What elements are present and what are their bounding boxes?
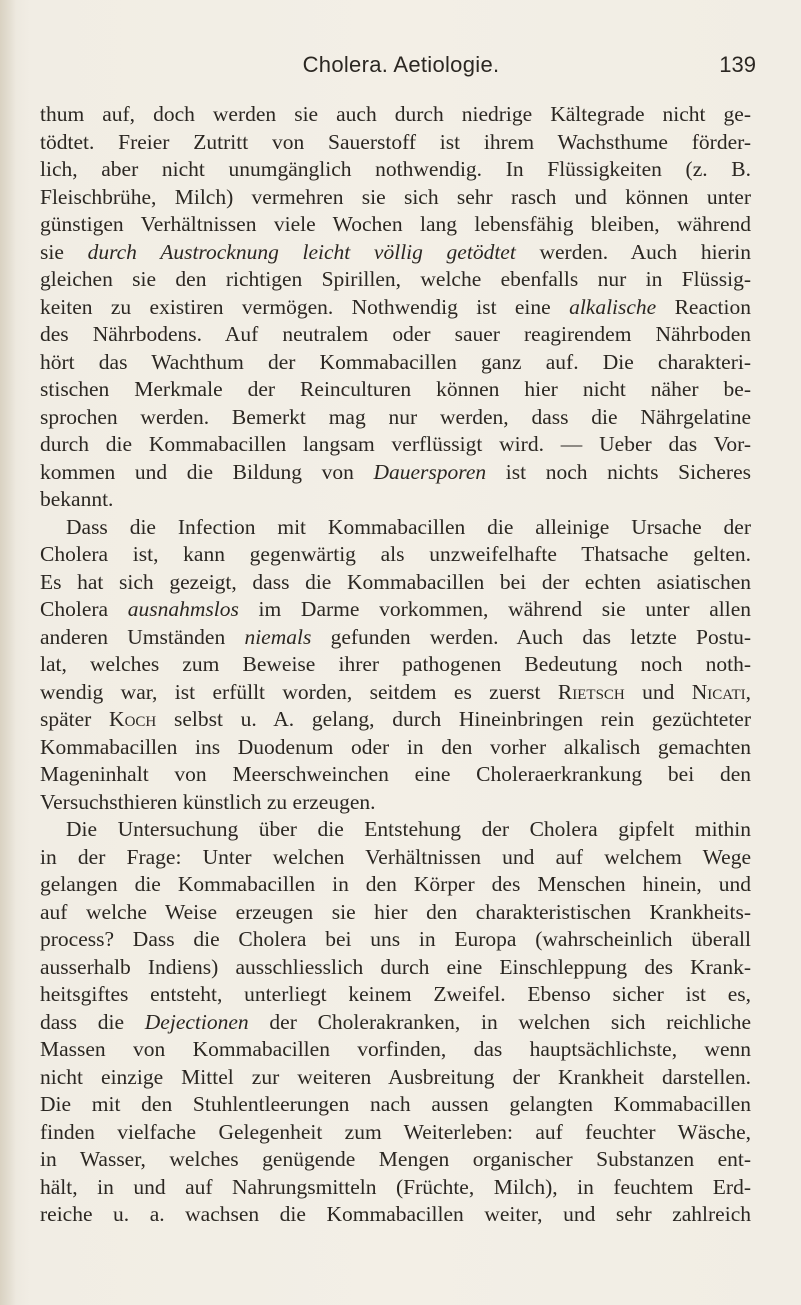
text-run: günstigen Verhältnissen viele Wochen lang lebensfähig bleiben, während bbox=[40, 212, 751, 236]
text-line bbox=[40, 981, 751, 1009]
text-run: Mageninhalt von Meerschweinchen eine Choleraerkrankung bei den bbox=[40, 762, 751, 786]
text-line bbox=[40, 1036, 751, 1064]
text-run: Fleischbrühe, Milch) vermehren sie sich sehr rasch und können unter bbox=[40, 184, 751, 209]
author-name: Koch bbox=[109, 707, 157, 731]
text-run: thum auf, doch werden sie auch durch niedrige Kältegrade nicht ge- bbox=[40, 102, 751, 126]
text-run: Versuchsthieren künstlich zu erzeugen. bbox=[40, 789, 376, 814]
emphasis-text: niemals bbox=[244, 624, 312, 649]
text-line bbox=[40, 514, 751, 542]
text-run: in der Frage: Unter welchen Verhältnissen und auf welchem Wege bbox=[40, 844, 751, 869]
text-line bbox=[40, 651, 751, 679]
text-line bbox=[40, 1201, 751, 1229]
text-line bbox=[40, 1119, 751, 1147]
text-line bbox=[40, 789, 751, 817]
text-line bbox=[40, 761, 751, 789]
text-run: später bbox=[40, 707, 110, 731]
text-run: sie bbox=[40, 239, 88, 264]
text-run: und bbox=[624, 679, 692, 704]
text-run: gelangen die Kommabacillen in den Körper des Menschen hinein, und bbox=[40, 872, 751, 896]
author-name: Rietsch bbox=[557, 679, 625, 704]
text-run: gefunden werden. Auch das letzte Postu- bbox=[311, 624, 751, 649]
text-line bbox=[40, 266, 751, 294]
text-line bbox=[40, 1174, 751, 1202]
text-line bbox=[40, 1009, 751, 1037]
text-run: dass die bbox=[40, 1009, 145, 1034]
text-run: Die Untersuchung über die Entstehung der Cholera gipfelt mithin bbox=[66, 817, 751, 841]
text-line bbox=[40, 899, 751, 927]
emphasis-text: Dauersporen bbox=[373, 459, 487, 484]
text-run: sprochen werden. Bemerkt mag nur werden, dass die Nährgelatine bbox=[40, 404, 751, 429]
text-run: hält, in und auf Nahrungsmitteln (Früchte, Milch), in feuchtem Erd- bbox=[40, 1174, 751, 1199]
text-line bbox=[40, 871, 751, 899]
emphasis-text: alkalische bbox=[569, 294, 657, 319]
emphasis-text: ausnahmslos bbox=[127, 597, 239, 621]
text-line bbox=[40, 734, 751, 762]
text-run: stischen Merkmale der Reinculturen können hier nicht näher be- bbox=[40, 377, 751, 401]
text-run: auf welche Weise erzeugen sie hier den charakteristischen Krankheits- bbox=[40, 899, 751, 924]
text-line bbox=[40, 156, 751, 184]
text-run: des Nährbodens. Auf neutralem oder sauer reagirendem Nährboden bbox=[40, 322, 751, 346]
text-line bbox=[40, 541, 751, 569]
text-line bbox=[40, 844, 751, 872]
text-run: Kommabacillen ins Duodenum oder in den vorher alkalisch gemachten bbox=[40, 734, 751, 759]
text-line bbox=[40, 294, 751, 322]
text-run: Cholera ist, kann gegenwärtig als unzweifelhafte Thatsache gelten. bbox=[40, 542, 751, 566]
text-line bbox=[40, 569, 751, 597]
text-run: lat, welches zum Beweise ihrer pathogenen Bedeutung noch noth- bbox=[40, 652, 751, 676]
text-line bbox=[40, 486, 751, 514]
text-run: hört das Wachthum der Kommabacillen ganz auf. Die charakteri- bbox=[40, 349, 751, 374]
text-line bbox=[40, 459, 751, 487]
text-line bbox=[40, 624, 751, 652]
body-text bbox=[40, 101, 751, 1229]
text-run: im Darme vorkommen, während sie unter allen bbox=[238, 597, 751, 621]
text-run: lich, aber nicht unumgänglich nothwendig. In Flüssigkeiten (z. B. bbox=[40, 157, 751, 181]
text-run: finden vielfache Gelegenheit zum Weiterleben: auf feuchter Wäsche, bbox=[40, 1119, 751, 1144]
page-binding-shadow bbox=[0, 0, 16, 1305]
text-line bbox=[40, 101, 751, 129]
text-run: in Wasser, welches genügende Mengen organischer Substanzen ent- bbox=[40, 1147, 751, 1171]
author-name: Nicati bbox=[691, 679, 746, 704]
text-run: Massen von Kommabacillen vorfinden, das hauptsächlichste, wenn bbox=[40, 1037, 751, 1061]
emphasis-text: durch Austrocknung leicht völlig getödtet bbox=[87, 239, 516, 264]
text-run: kommen und die Bildung von bbox=[40, 459, 374, 484]
page-number: 139 bbox=[719, 52, 756, 77]
text-line bbox=[40, 954, 751, 982]
text-run: der Cholerakranken, in welchen sich reichliche bbox=[248, 1009, 751, 1034]
running-head: Cholera. Aetiologie. bbox=[302, 52, 500, 77]
page-header bbox=[46, 52, 756, 82]
text-line bbox=[40, 211, 751, 239]
text-run: process? Dass die Cholera bei uns in Europa (wahrscheinlich überall bbox=[40, 927, 751, 951]
text-run: tödtet. Freier Zutritt von Sauerstoff ist ihrem Wachsthume förder- bbox=[40, 129, 751, 154]
text-line bbox=[40, 816, 751, 844]
text-run: nicht einzige Mittel zur weiteren Ausbreitung der Krankheit darstellen. bbox=[40, 1064, 751, 1089]
text-line bbox=[40, 1091, 751, 1119]
text-run: werden. Auch hierin bbox=[515, 239, 751, 264]
text-run: Cholera bbox=[40, 597, 128, 621]
emphasis-text: Dejectionen bbox=[144, 1009, 249, 1034]
text-line bbox=[40, 431, 751, 459]
text-line bbox=[40, 926, 751, 954]
text-line bbox=[40, 1064, 751, 1092]
text-line bbox=[40, 1146, 751, 1174]
text-run: ausserhalb Indiens) ausschliesslich durch eine Einschleppung des Krank- bbox=[40, 954, 751, 979]
text-line bbox=[40, 349, 751, 377]
text-run: gleichen sie den richtigen Spirillen, welche ebenfalls nur in Flüssig- bbox=[40, 267, 751, 291]
text-run: bekannt. bbox=[40, 487, 114, 511]
text-line bbox=[40, 679, 751, 707]
text-run: Reaction bbox=[656, 294, 751, 319]
text-run: wendig war, ist erfüllt worden, seitdem es zuerst bbox=[40, 679, 558, 704]
text-run: durch die Kommabacillen langsam verflüssigt wird. — Ueber das Vor- bbox=[40, 432, 751, 456]
text-run: , bbox=[745, 679, 751, 704]
text-line bbox=[40, 321, 751, 349]
text-line bbox=[40, 239, 751, 267]
text-line bbox=[40, 376, 751, 404]
text-line bbox=[40, 596, 751, 624]
text-run: reiche u. a. wachsen die Kommabacillen weiter, und sehr zahlreich bbox=[40, 1202, 751, 1226]
text-run: Dass die Infection mit Kommabacillen die alleinige Ursache der bbox=[66, 514, 751, 539]
text-run: keiten zu existiren vermögen. Nothwendig ist eine bbox=[40, 294, 570, 319]
text-run: Die mit den Stuhlentleerungen nach aussen gelangten Kommabacillen bbox=[40, 1092, 751, 1116]
text-line bbox=[40, 184, 751, 212]
text-line bbox=[40, 404, 751, 432]
text-run: anderen Umständen bbox=[40, 624, 245, 649]
text-run: ist noch nichts Sicheres bbox=[486, 459, 751, 484]
text-run: heitsgiftes entsteht, unterliegt keinem Zweifel. Ebenso sicher ist es, bbox=[40, 982, 751, 1006]
text-line bbox=[40, 129, 751, 157]
text-run: selbst u. A. gelang, durch Hineinbringen rein gezüchteter bbox=[156, 707, 751, 731]
text-run: Es hat sich gezeigt, dass die Kommabacillen bei der echten asiatischen bbox=[40, 569, 751, 594]
text-line bbox=[40, 706, 751, 734]
